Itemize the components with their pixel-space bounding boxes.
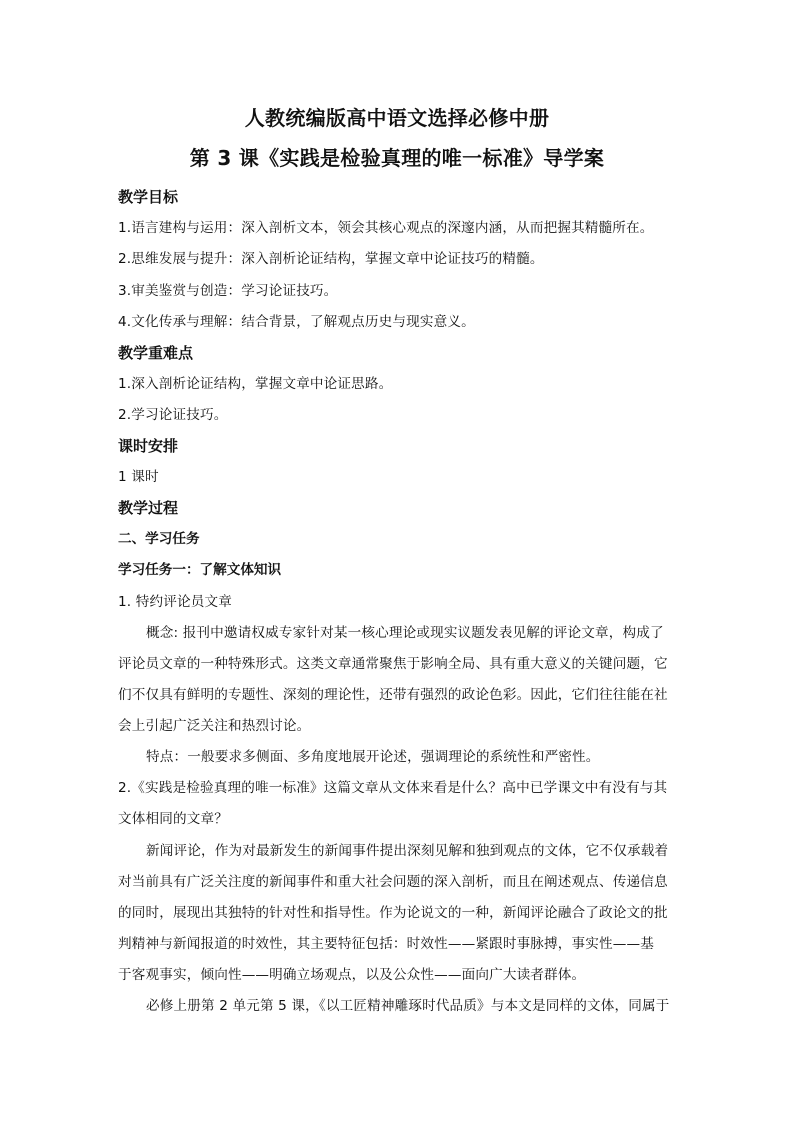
schedule-value: 1 课时: [118, 469, 159, 485]
news-line: 判精神与新闻报道的时效性，其主要特征包括：时效性——紧跟时事脉搏，事实性——基: [118, 936, 655, 952]
news-line: 新闻评论，作为对最新发生的新闻事件提出深刻见解和独到观点的文体，它不仅承载着: [146, 843, 669, 859]
feature-line: 特点：一般要求多侧面、多角度地展开论述，强调理论的系统性和严密性。: [146, 749, 600, 765]
section-heading-key-points: 教学重难点: [118, 344, 194, 362]
news-line: 对当前具有广泛关注度的新闻事件和重大社会问题的深入剖析，而且在阐述观点、传递信息: [118, 874, 668, 890]
key-point-item: 1.深入剖析论证结构，掌握文章中论证思路。: [118, 376, 393, 392]
subsection-heading-tasks: 二、学习任务: [118, 531, 200, 547]
document-title: 人教统编版高中语文选择必修中册: [244, 106, 550, 130]
news-line: 的同时，展现出其独特的针对性和指导性。作为论说文的一种，新闻评论融合了政论文的批: [118, 905, 668, 921]
concept-line: 概念: 报刊中邀请权威专家针对某一核心理论或现实议题发表见解的评论文章，构成了: [146, 625, 664, 641]
concept-line: 评论员文章的一种特殊形式。这类文章通常聚焦于影响全局、具有重大意义的关键问题，它: [118, 656, 668, 672]
section-heading-schedule: 课时安排: [118, 437, 179, 455]
objective-item: 2.思维发展与提升：深入剖析论证结构，掌握文章中论证技巧的精髓。: [118, 251, 544, 267]
question-line: 2.《实践是检验真理的唯一标准》这篇文章从文体来看是什么？高中已学课文中有没有与其: [118, 780, 668, 796]
lesson-title: 第 3 课《实践是检验真理的唯一标准》导学案: [189, 146, 605, 170]
task-heading: 学习任务一：了解文体知识: [118, 562, 282, 578]
objective-item: 1.语言建构与运用：深入剖析文本，领会其核心观点的深邃内涵，从而把握其精髓所在。: [118, 220, 654, 236]
section-heading-objectives: 教学目标: [118, 188, 179, 206]
concept-line: 会上引起广泛关注和热烈讨论。: [118, 718, 311, 734]
objective-item: 3.审美鉴赏与创造：学习论证技巧。: [118, 283, 338, 299]
objective-item: 4.文化传承与理解：结合背景，了解观点历史与现实意义。: [118, 314, 475, 330]
question-line: 文体相同的文章？: [118, 811, 228, 827]
key-point-item: 2.学习论证技巧。: [118, 407, 228, 423]
concept-line: 们不仅具有鲜明的专题性、深刻的理论性，还带有强烈的政论色彩。因此，它们往往能在社: [118, 687, 668, 703]
news-line: 于客观事实，倾向性——明确立场观点，以及公众性——面向广大读者群体。: [118, 967, 586, 983]
last-line: 必修上册第 2 单元第 5 课，《以工匠精神雕琢时代品质》与本文是同样的文体，同属于: [146, 998, 670, 1014]
section-heading-process: 教学过程: [118, 499, 179, 517]
item-title: 1. 特约评论员文章: [118, 594, 232, 610]
